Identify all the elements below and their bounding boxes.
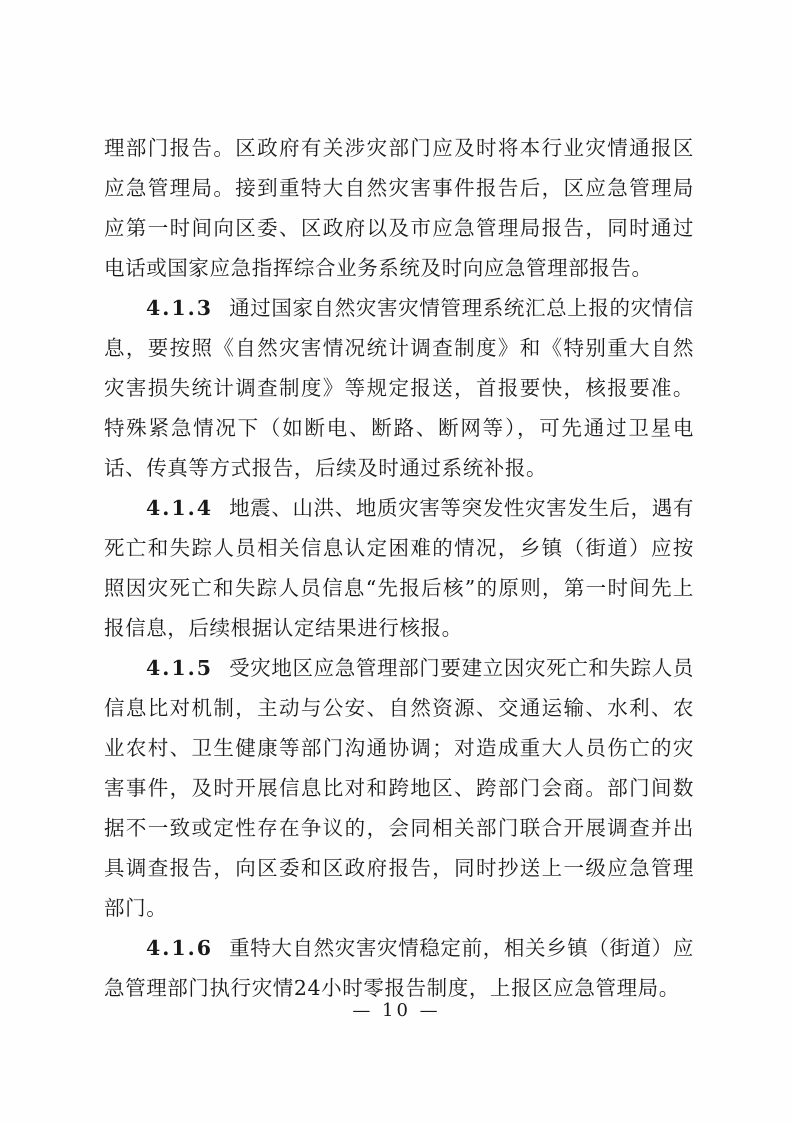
page-body — [104, 128, 694, 1008]
clause-number: 4.1.6 — [146, 936, 214, 960]
paragraph-text: 通过国家自然灾害灾情管理系统汇总上报的灾情信息，要按照《自然灾害情况统计调查制度》和《特别重大自然灾害损失统计调查制度》等规定报送，首报要快，核报要准。特殊紧急情况下（如断电、断路、断网等），可先通过卫星电话、传真等方式报告，后续及时通过系统补报。 — [104, 296, 694, 480]
paragraph-4-1-3 — [104, 288, 694, 488]
paragraph-4-1-6 — [104, 928, 694, 1008]
paragraph-text: 重特大自然灾害灾情稳定前，相关乡镇（街道）应急管理部门执行灾情24小时零报告制度，上报区应急管理局。 — [104, 936, 694, 1000]
clause-number: 4.1.3 — [146, 296, 214, 320]
paragraph-4-1-4 — [104, 488, 694, 648]
paragraph-text: 地震、山洪、地质灾害等突发性灾害发生后，遇有死亡和失踪人员相关信息认定困难的情况，乡镇（街道）应按照因灾死亡和失踪人员信息“先报后核”的原则，第一时间先上报信息，后续根据认定结果进行核报。 — [104, 496, 694, 640]
clause-number: 4.1.4 — [146, 496, 214, 520]
paragraph-4-1-5 — [104, 648, 694, 928]
clause-number: 4.1.5 — [146, 656, 214, 680]
paragraph-text: 受灾地区应急管理部门要建立因灾死亡和失踪人员信息比对机制，主动与公安、自然资源、交通运输、水利、农业农村、卫生健康等部门沟通协调；对造成重大人员伤亡的灾害事件，及时开展信息比对和跨地区、跨部门会商。部门间数据不一致或定性存在争议的，会同相关部门联合开展调查并出具调查报告，向区委和区政府报告，同时抄送上一级应急管理部门。 — [104, 656, 694, 920]
paragraph-continuation — [104, 128, 694, 288]
page-number: — 10 — — [352, 1000, 441, 1021]
paragraph-text: 理部门报告。区政府有关涉灾部门应及时将本行业灾情通报区应急管理局。接到重特大自然灾害事件报告后，区应急管理局应第一时间向区委、区政府以及市应急管理局报告，同时通过电话或国家应急指挥综合业务系统及时向应急管理部报告。 — [104, 136, 694, 280]
